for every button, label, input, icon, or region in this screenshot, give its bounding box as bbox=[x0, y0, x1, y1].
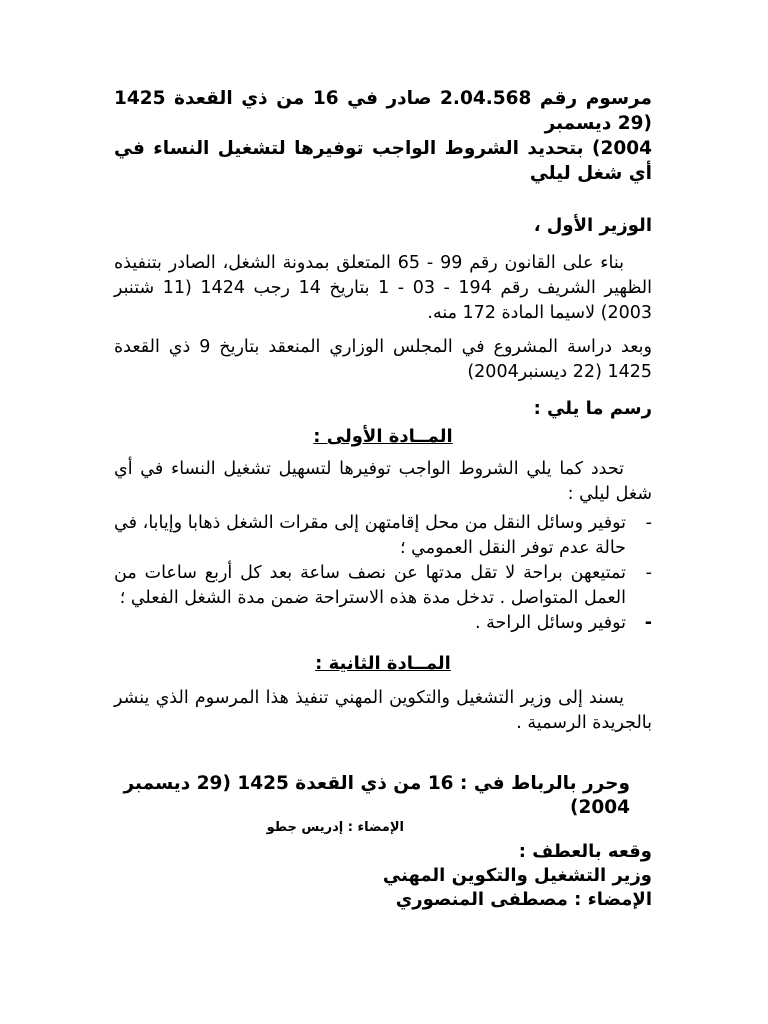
decree-document bbox=[114, 86, 652, 912]
prime-minister-heading: الوزير الأول ، bbox=[533, 215, 652, 236]
minister-title: وزير التشغيل والتكوين المهني bbox=[382, 865, 652, 886]
list-item bbox=[114, 511, 652, 561]
decree-title-line-2: 2004) بتحديد الشروط الواجب توفيرها لتشغيل النساء في أي شغل ليلي bbox=[114, 138, 652, 184]
done-at-line: وحرر بالرباط في : 16 من ذي القعدة 1425 (29 ديسمبر 2004) bbox=[123, 773, 630, 818]
decree-title-line-1: مرسوم رقم 2.04.568 صادر في 16 من ذي القعدة 1425 (29 ديسمبر bbox=[114, 88, 653, 134]
dash-bullet-icon: - bbox=[645, 563, 652, 583]
dash-bullet-icon: - bbox=[644, 613, 652, 633]
article-1-list bbox=[114, 511, 652, 636]
preamble-paragraph-2: وبعد دراسة المشروع في المجلس الوزاري المنعقد بتاريخ 9 ذي القعدة 1425 (22 ديسنبر2004) bbox=[114, 337, 652, 382]
preamble-paragraph-1: بناء على القانون رقم 99 - 65 المتعلق بمدونة الشغل، الصادر بتنفيذه الظهير الشريف رقم 194 - 03 - 1 بتاريخ 14 رجب 1424 (11 شتنبر 2003) لاسيما المادة 172 منه. bbox=[114, 253, 652, 323]
article-1-intro: تحدد كما يلي الشروط الواجب توفيرها لتسهيل تشغيل النساء في أي شغل ليلي : bbox=[114, 459, 652, 504]
decrees-heading: رسم ما يلي : bbox=[533, 398, 652, 419]
list-item-text: توفير وسائل الراحة . bbox=[475, 613, 626, 633]
minister-signature: الإمضاء : مصطفى المنصوري bbox=[395, 889, 652, 910]
dash-bullet-icon: - bbox=[645, 513, 652, 533]
list-item bbox=[114, 561, 652, 611]
countersigned-heading: وقعه بالعطف : bbox=[518, 841, 652, 862]
prime-minister-signature: الإمضاء : إدريس جطو bbox=[266, 820, 404, 835]
list-item bbox=[114, 611, 652, 636]
list-item-text: تمتيعهن براحة لا تقل مدتها عن نصف ساعة بعد كل أربع ساعات من العمل المتواصل . تدخل مدة هذه الاستراحة ضمن مدة الشغل الفعلي ؛ bbox=[114, 563, 626, 608]
article-2-text: يسند إلى وزير التشغيل والتكوين المهني تنفيذ هذا المرسوم الذي ينشر بالجريدة الرسمية . bbox=[114, 688, 652, 733]
list-item-text: توفير وسائل النقل من محل إقامتهن إلى مقرات الشغل ذهابا وإيابا، في حالة عدم توفر النقل العمومي ؛ bbox=[114, 513, 626, 558]
article-2-title: المــادة الثانية : bbox=[315, 653, 451, 674]
article-1-title: المــادة الأولى : bbox=[313, 426, 453, 447]
